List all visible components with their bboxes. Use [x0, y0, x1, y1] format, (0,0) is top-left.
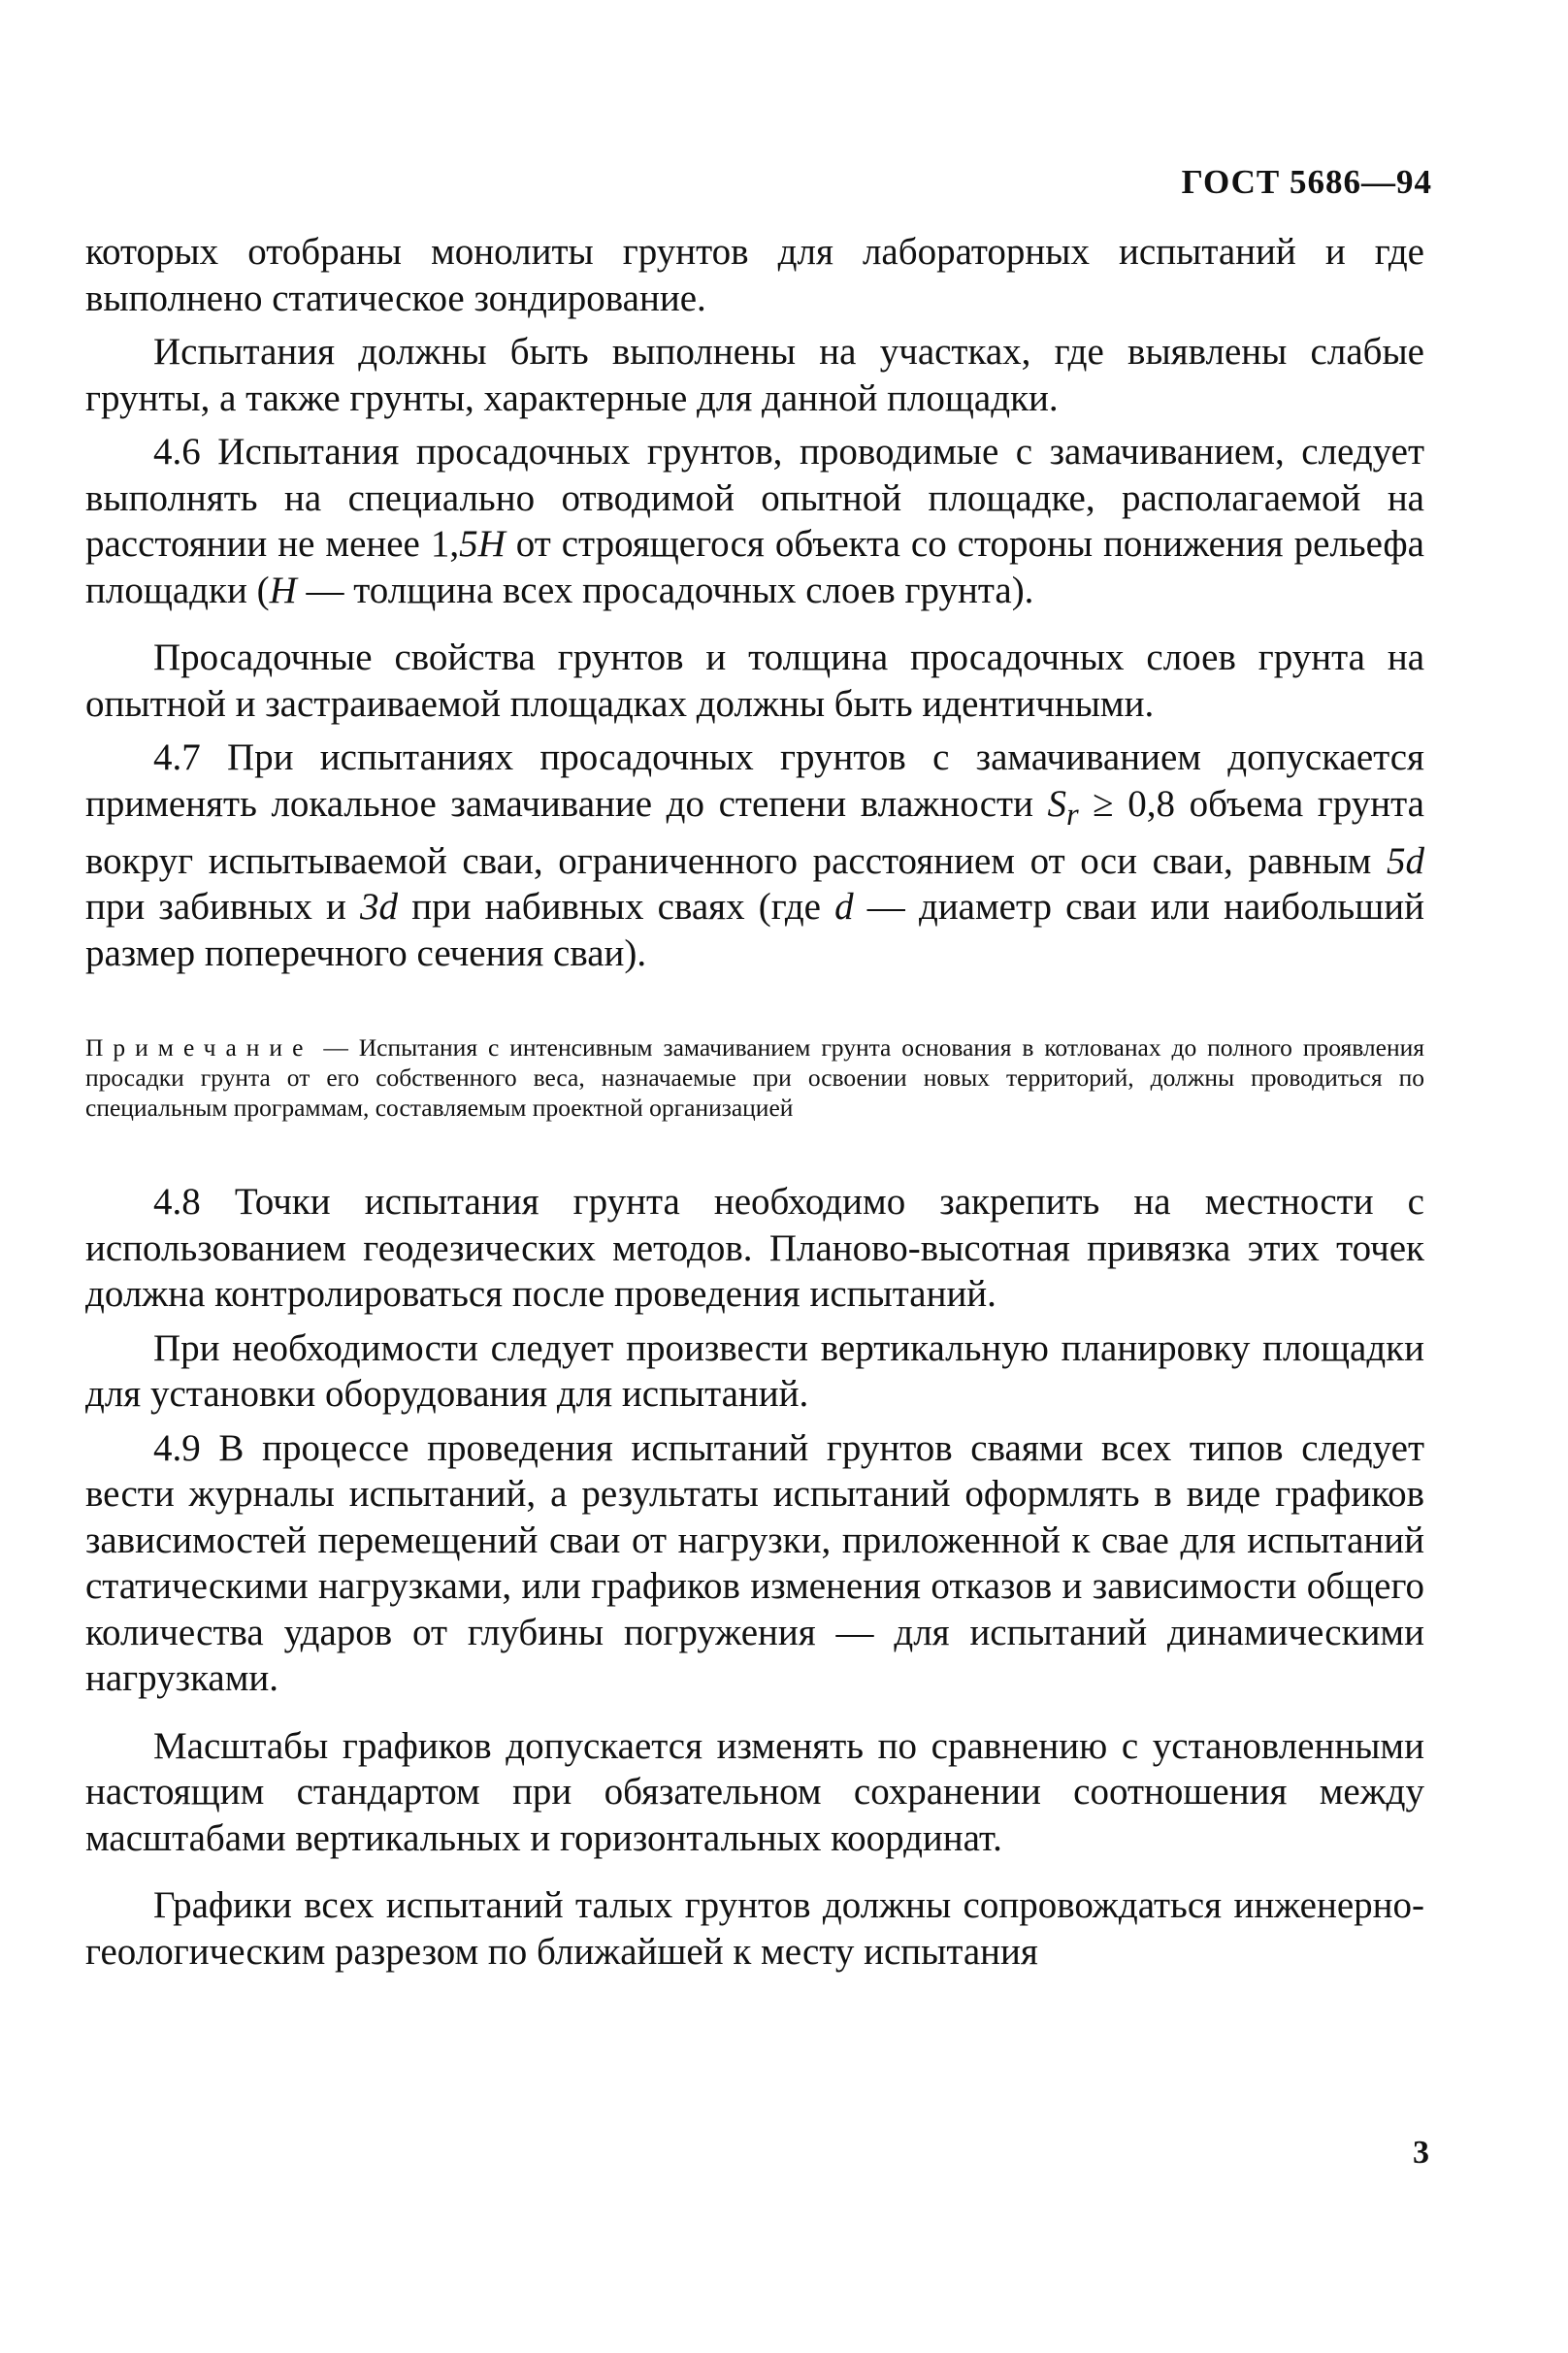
note-block	[85, 1032, 1424, 1123]
variable-d: d	[834, 886, 854, 929]
paragraph-graphs-sections: Графики всех испытаний талых грунтов должны сопровождаться инженерно-геологическим разрезом по ближайшей к месту испытания	[85, 1884, 1424, 1973]
paragraph-subsidence-properties: Просадочные свойства грунтов и толщина просадочных слоев грунта на опытной и застраиваемой площадках должны быть идентичными.	[85, 637, 1424, 725]
text-segment: 4.6 Испытания просадочных грунтов, проводимые с замачиванием, следует выполнять на специально отводимой опытной площадке, располагаемой на расстоянии не менее 1,	[85, 431, 1424, 565]
paragraph-graph-scales: Масштабы графиков допускается изменять по сравнению с установленными настоящим стандартом при обязательном сохранении соотношения между масштабами вертикальных и горизонтальных координат.	[85, 1724, 1424, 1859]
text-segment: от строящегося объекта со стороны понижения рельефа площадки (	[85, 523, 1424, 611]
text-segment: — толщина всех просадочных слоев грунта).	[296, 569, 1034, 611]
page-body	[85, 229, 1424, 1975]
paragraph-4-6	[85, 429, 1424, 613]
variable-h: H	[269, 569, 297, 611]
document-code-header: ГОСТ 5686—94	[1181, 163, 1432, 201]
formula-3d: 3d	[360, 886, 399, 929]
paragraph-continuation: которых отобраны монолиты грунтов для лабораторных испытаний и где выполнено статическое зондирование.	[85, 231, 1424, 319]
text-segment: ≥ 0,8 объема грунта вокруг испытываемой сваи, ограниченного расстоянием от оси сваи, равным	[85, 782, 1424, 882]
note-text: — Испытания с интенсивным замачиванием грунта основания в котлованах до полного проявления просадки грунта от его собственного веса, назначаемые при освоении новых территорий, должны проводиться по специальным программам, составляемым проектной организацией	[85, 1033, 1424, 1123]
text-segment: при набивных сваях (где	[398, 886, 835, 929]
variable-s: S	[1047, 782, 1067, 825]
paragraph-test-sites: Испытания должны быть выполнены на участках, где выявлены слабые грунты, а также грунты, характерные для данной площадки.	[85, 331, 1424, 419]
paragraph-4-9: 4.9 В процессе проведения испытаний грунтов сваями всех типов следует вести журналы испытаний, а результаты испытаний оформлять в виде графиков зависимостей перемещений сваи от нагрузки, приложенной к свае для испытаний статическими нагрузками, или графиков изменения отказов и зависимости общего количества ударов от глубины погружения — для испытаний динамическими нагрузками.	[85, 1426, 1424, 1700]
formula-5h: 5H	[459, 523, 506, 565]
text-segment: — диаметр сваи или наибольший размер поперечного сечения сваи).	[85, 886, 1424, 974]
paragraph-4-7	[85, 735, 1424, 976]
paragraph-leveling: При необходимости следует произвести вертикальную планировку площадки для установки оборудования для испытаний.	[85, 1326, 1424, 1416]
formula-5d: 5d	[1387, 839, 1424, 882]
text-segment: 4.7 При испытаниях просадочных грунтов с замачиванием допускается применять локальное замачивание до степени влажности	[85, 736, 1424, 825]
text-segment: при забивных и	[85, 886, 361, 929]
subscript-r: r	[1066, 797, 1079, 833]
note-label: Примечание	[85, 1033, 313, 1062]
paragraph-4-8: 4.8 Точки испытания грунта необходимо закрепить на местности с использованием геодезических методов. Планово-высотная привязка этих точек должна контролироваться после проведения испытаний.	[85, 1181, 1424, 1316]
page-number: 3	[1413, 2135, 1429, 2171]
